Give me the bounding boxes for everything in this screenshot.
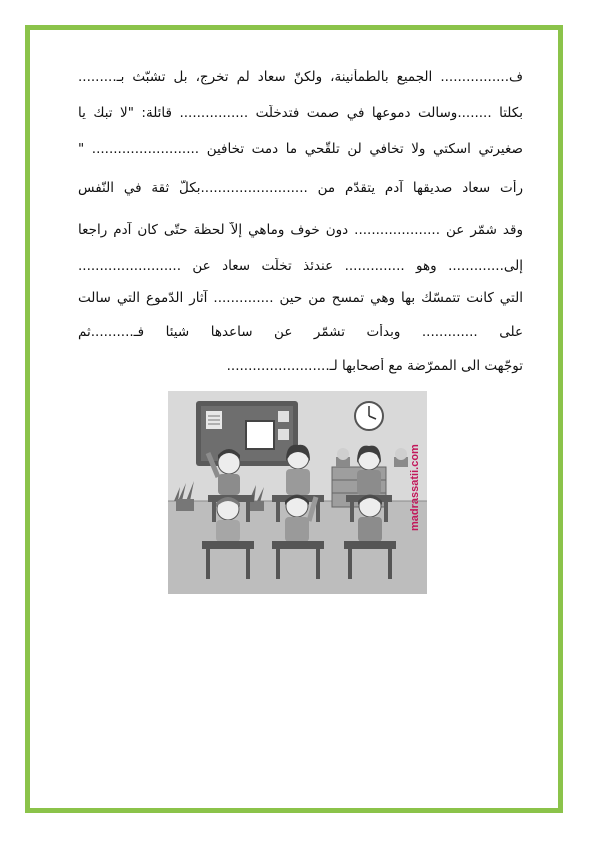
child — [358, 495, 382, 542]
story-line-6: إلى............. وهو .............. عندئذ تخلّت سعاد عن ........................ — [78, 258, 523, 274]
story-line-1: ف................ الجميع بالطمأنينة، ولكنّ سعاد لم تخرج، بل تشبّث بـ......... — [78, 69, 523, 85]
story-line-2: بكلتا ........وسالت دموعها في صمت فتدخلّت ................ قائلة: "لا تبك يا — [78, 105, 523, 121]
story-line-7: التي كانت تتمسّك بها وهي تمسح من حين .............. آثار الدّموع التي سالت — [78, 290, 523, 306]
story-line-4: رأت سعاد صديقها آدم يتقدّم من .........................بكلّ ثقة في النّفس — [78, 180, 523, 196]
child — [286, 445, 310, 495]
clock-icon — [355, 402, 383, 430]
watermark: madrassatii.com — [409, 444, 421, 531]
classroom-illustration — [168, 391, 427, 594]
story-line-5: وقد شمّر عن .................... دون خوف وماهي إلاّ لحظة حتّى كان آدم راجعا — [78, 222, 523, 238]
story-line-9: توجّهت الى الممرّضة مع أصحابها لـ........................ — [226, 358, 523, 374]
child — [357, 446, 381, 495]
story-line-8: على ............. وبدأت تشمّر عن ساعدها شيئا فـ..........ثم — [78, 324, 523, 340]
story-line-3: صغيرتي اسكتي ولا تخافي لن تلقّحي ما دمت تخافين ......................... " — [78, 141, 523, 157]
